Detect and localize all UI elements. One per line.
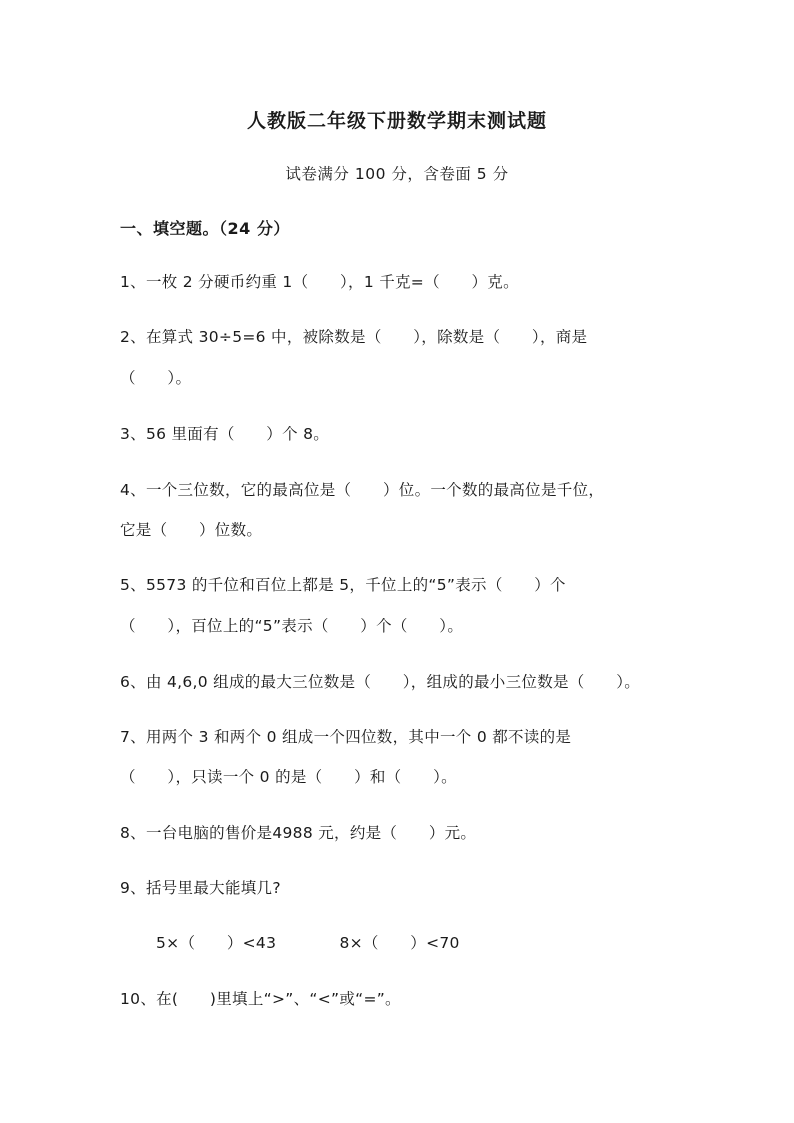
- question-10: 10、在( )里填上“>”、“<”或“=”。: [120, 990, 401, 1008]
- page-title: 人教版二年级下册数学期末测试题: [246, 110, 547, 132]
- question-7-line-2: （ ），只读一个 0 的是（ ）和（ ）。: [120, 768, 457, 786]
- question-7-line-1: 7、用两个 3 和两个 0 组成一个四位数，其中一个 0 都不读的是: [120, 728, 572, 746]
- page-subtitle: 试卷满分 100 分，含卷面 5 分: [285, 165, 509, 183]
- question-8: 8、一台电脑的售价是4988 元，约是（ ）元。: [120, 824, 477, 842]
- question-5-line-2: （ ），百位上的“5”表示（ ）个（ ）。: [120, 617, 464, 635]
- question-9-expressions: 5×（ ）<43 8×（ ）<70: [156, 934, 460, 952]
- question-2-line-2: （ ）。: [120, 369, 192, 387]
- question-3: 3、56 里面有（ ）个 8。: [120, 425, 330, 443]
- question-5-line-1: 5、5573 的千位和百位上都是 5，千位上的“5”表示（ ）个: [120, 576, 566, 594]
- question-4-line-1: 4、一个三位数，它的最高位是（ ）位。一个数的最高位是千位，: [120, 481, 605, 499]
- question-2-line-1: 2、在算式 30÷5=6 中，被除数是（ ），除数是（ ），商是: [120, 328, 588, 346]
- question-4-line-2: 它是（ ）位数。: [120, 521, 263, 539]
- question-9: 9、括号里最大能填几?: [120, 879, 281, 897]
- section-heading-fill-blank: 一、填空题。（24 分）: [120, 219, 290, 238]
- question-1: 1、一枚 2 分硬币约重 1（ ），1 千克=（ ）克。: [120, 273, 519, 291]
- question-6: 6、由 4,6,0 组成的最大三位数是（ ），组成的最小三位数是（ ）。: [120, 673, 641, 691]
